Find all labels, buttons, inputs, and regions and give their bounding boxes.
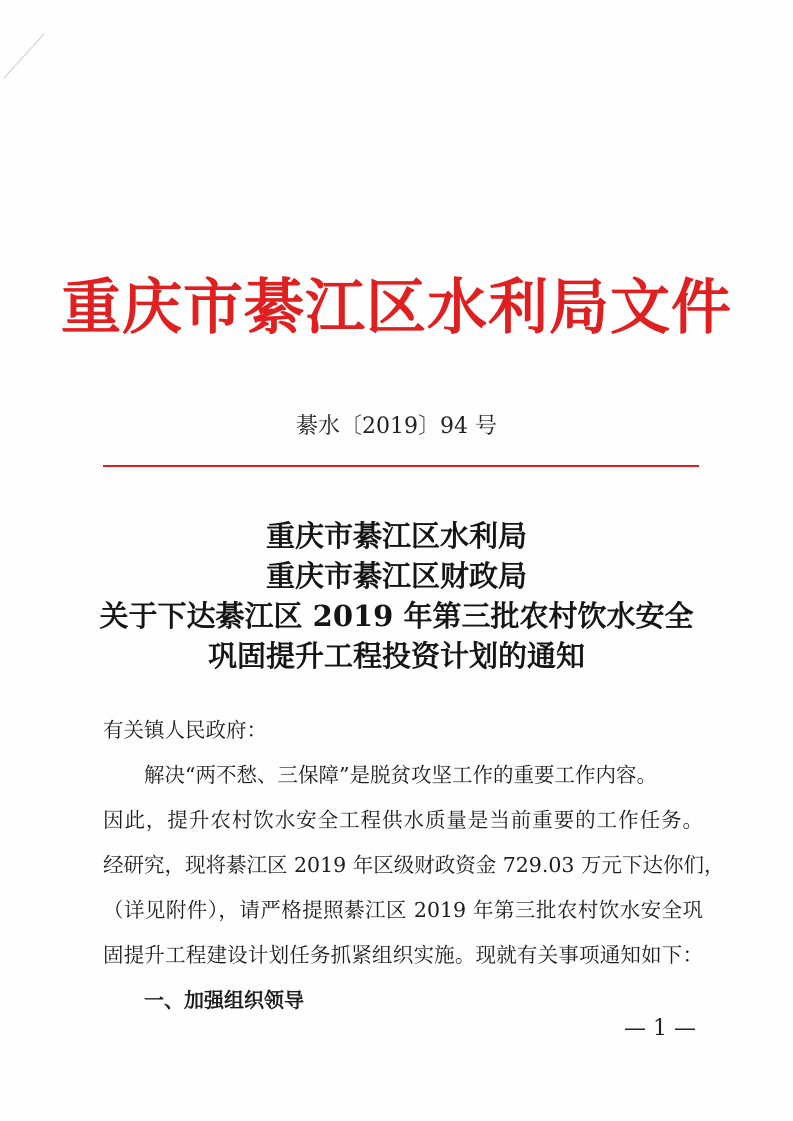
paragraph-line: 因此，提升农村饮水安全工程供水质量是当前重要的工作任务。 [103, 808, 703, 832]
header-red-rule [103, 465, 699, 467]
document-body [103, 708, 725, 1023]
paragraph-line: 经研究，现将綦江区 2019 年区级财政资金 729.03 万元下达你们， [103, 853, 725, 877]
paragraph-line: 固提升工程建设计划任务抓紧组织实施。现就有关事项通知如下： [103, 943, 703, 967]
paragraph-line: 解决“两不愁、三保障”是脱贫攻坚工作的重要工作内容。 [144, 763, 657, 787]
issuer-header: 重庆市綦江区水利局文件 [61, 273, 732, 343]
salutation: 有关镇人民政府： [103, 718, 267, 742]
document-title [0, 516, 793, 676]
section-heading: 一、加强组织领导 [144, 988, 304, 1012]
scan-corner-mark [0, 0, 60, 90]
title-line: 重庆市綦江区水利局 [265, 519, 527, 553]
paragraph-line: （详见附件），请严格提照綦江区 2019 年第三批农村饮水安全巩 [103, 898, 703, 922]
title-line: 关于下达綦江区 2019 年第三批农村饮水安全 [99, 599, 694, 633]
document-number: 綦水〔2019〕94 号 [296, 414, 497, 439]
title-line: 巩固提升工程投资计划的通知 [207, 639, 585, 673]
page-number: — 1 — [624, 1016, 696, 1041]
title-line: 重庆市綦江区财政局 [265, 559, 527, 593]
